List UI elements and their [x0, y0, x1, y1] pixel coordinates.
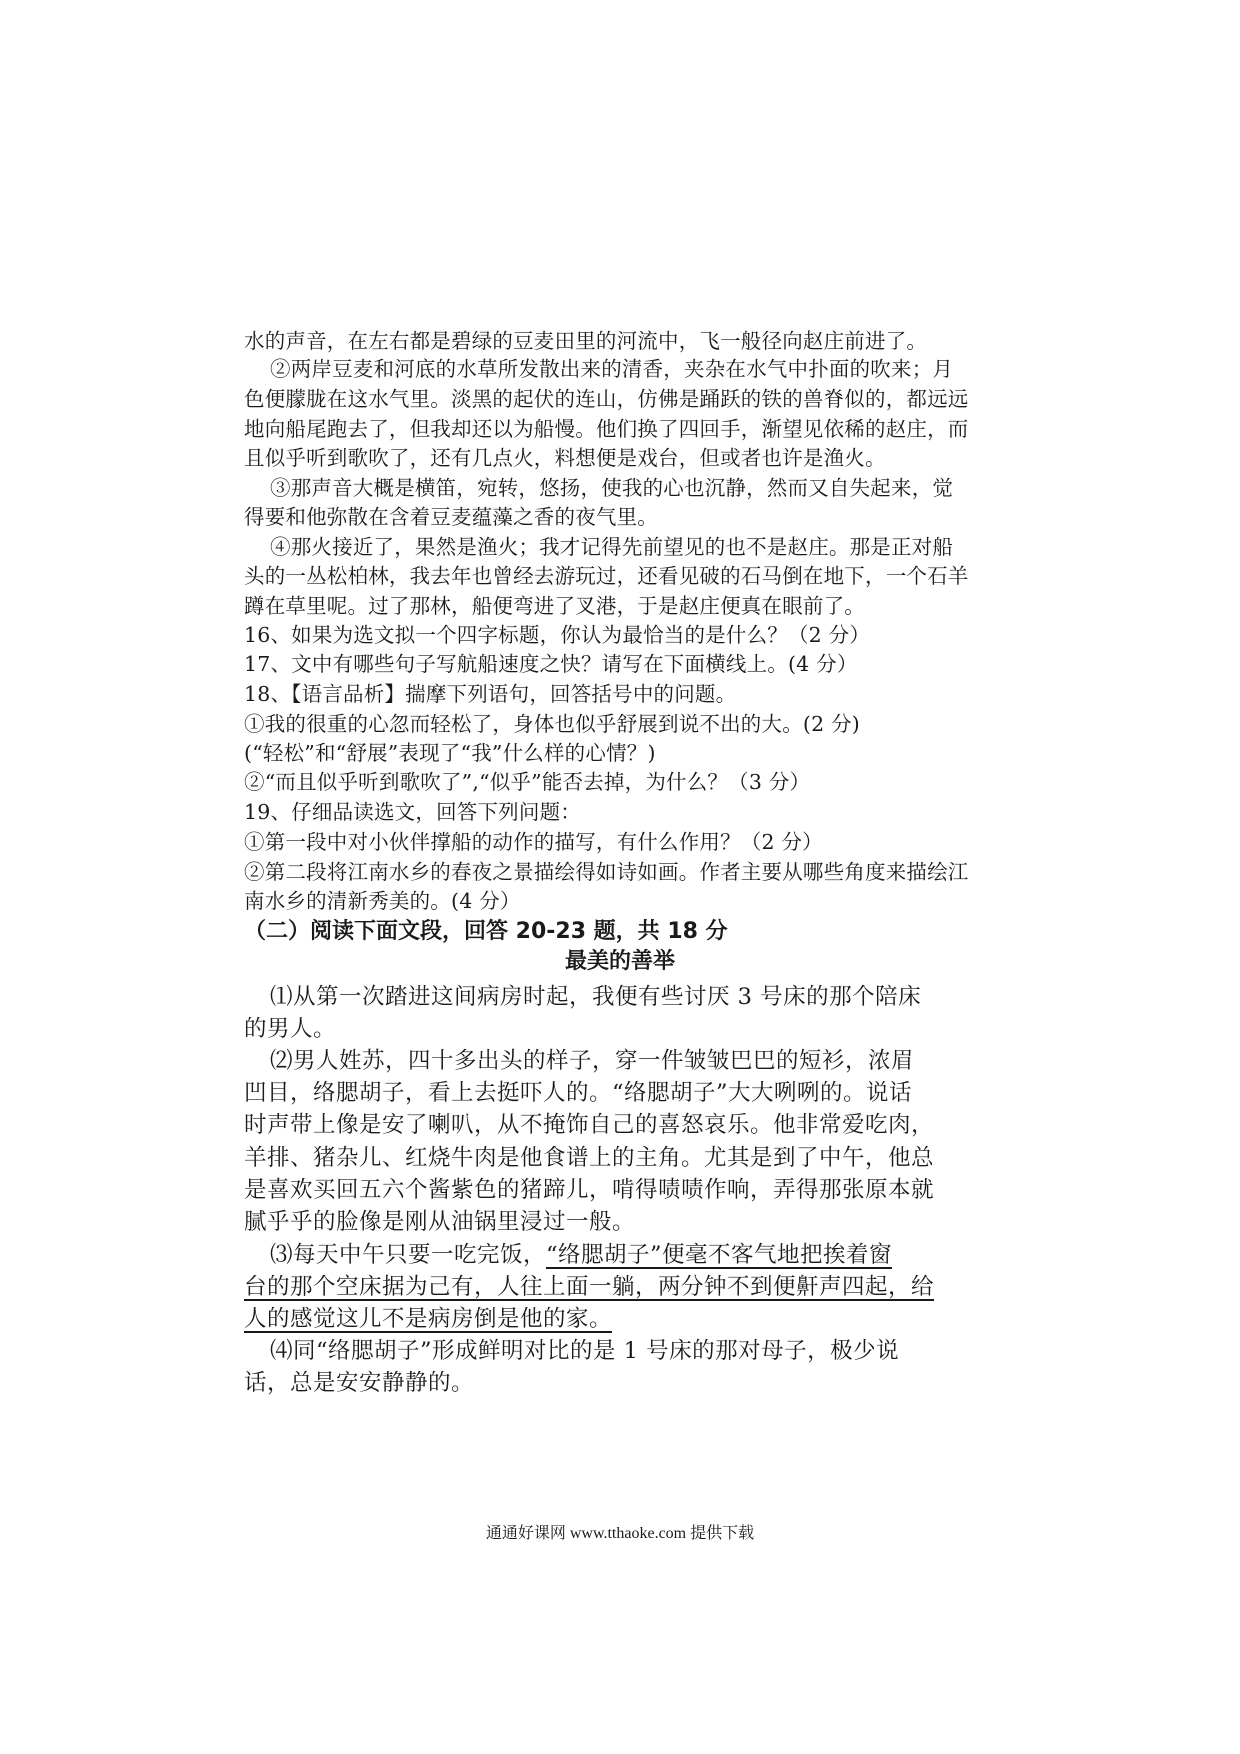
- article-line: ⑵男人姓苏，四十多出头的样子，穿一件皱皱巴巴的短衫，浓眉: [270, 1048, 915, 1074]
- question-line: 19、仔细品读选文，回答下列问题：: [244, 800, 581, 824]
- passage-1-line: 得要和他弥散在含着豆麦蕴藻之香的夜气里。: [244, 505, 658, 529]
- question-line: 17、文中有哪些句子写航船速度之快？请写在下面横线上。(4 分）: [244, 652, 858, 676]
- passage-1-line: ④那火接近了，果然是渔火；我才记得先前望见的也不是赵庄。那是正对船: [270, 535, 954, 559]
- article-line: 凹目，络腮胡子，看上去挺吓人的。“络腮胡子”大大咧咧的。说话: [244, 1080, 913, 1106]
- passage-1-line: ②两岸豆麦和河底的水草所发散出来的清香，夹杂在水气中扑面的吹来；月: [270, 357, 954, 381]
- article-line: 是喜欢买回五六个酱紫色的猪蹄儿，啃得啧啧作响，弄得那张原本就: [244, 1177, 935, 1203]
- question-line: ①第一段中对小伙伴撑船的动作的描写，有什么作用？（2 分）: [244, 830, 823, 854]
- question-line: ②第二段将江南水乡的春夜之景描绘得如诗如画。作者主要从哪些角度来描绘江: [244, 860, 969, 884]
- article-line: 话，总是安安静静的。: [244, 1370, 475, 1396]
- article-line: ⑴从第一次踏进这间病房时起，我便有些讨厌 3 号床的那个陪床: [270, 984, 922, 1010]
- footer-credit: 通通好课网 www.tthaoke.com 提供下载: [485, 1525, 755, 1542]
- article-para-3-line: [270, 1241, 892, 1269]
- underlined-sentence: “络腮胡子”便毫不客气地把挨着窗: [546, 1242, 893, 1268]
- passage-1-line: 头的一丛松柏林，我去年也曾经去游玩过，还看见破的石马倒在地下，一个石羊: [244, 564, 969, 588]
- question-line: (“轻松”和“舒展”表现了“我”什么样的心情？): [244, 741, 656, 765]
- passage-1-line: 水的声音，在左右都是碧绿的豆麦田里的河流中，飞一般径向赵庄前进了。: [244, 329, 928, 353]
- article-line: 时声带上像是安了喇叭，从不掩饰自己的喜怒哀乐。他非常爱吃肉，: [244, 1112, 935, 1138]
- underlined-sentence: 人的感觉这儿不是病房倒是他的家。: [244, 1306, 613, 1332]
- passage-1-line: 地向船尾跑去了，但我却还以为船慢。他们换了四回手，渐望见依稀的赵庄，而: [244, 417, 969, 441]
- article-para-3-line: [244, 1273, 934, 1301]
- article-line: 羊排、猪杂儿、红烧牛肉是他食谱上的主角。尤其是到了中午，他总: [244, 1145, 935, 1171]
- question-line: 18、【语言品析】揣摩下列语句，回答括号中的问题。: [244, 682, 737, 706]
- passage-1-line: 蹲在草里呢。过了那林，船便弯进了叉港，于是赵庄便真在眼前了。: [244, 594, 865, 618]
- question-line: ②“而且似乎听到歌吹了”,“似乎”能否去掉，为什么？（3 分）: [244, 770, 811, 794]
- article-line: ⑷同“络腮胡子”形成鲜明对比的是 1 号床的那对母子，极少说: [270, 1338, 900, 1364]
- passage-1-line: 色便朦胧在这水气里。淡黑的起伏的连山，仿佛是踊跃的铁的兽脊似的，都远远: [244, 387, 969, 411]
- para-3-prefix: ⑶每天中午只要一吃完饭，: [270, 1242, 547, 1268]
- passage-1-line: ③那声音大概是横笛，宛转，悠扬，使我的心也沉静，然而又自失起来，觉: [270, 476, 954, 500]
- question-line: 16、如果为选文拟一个四字标题，你认为最恰当的是什么？（2 分）: [244, 623, 871, 647]
- question-line: 南水乡的清新秀美的。(4 分）: [244, 889, 521, 913]
- question-line: ①我的很重的心忽而轻松了，身体也似乎舒展到说不出的大。(2 分): [244, 712, 860, 736]
- article-line: 腻乎乎的脸像是刚从油锅里浸过一般。: [244, 1209, 636, 1235]
- article-para-3-line: [244, 1305, 612, 1333]
- article-line: 的男人。: [244, 1016, 337, 1042]
- section-2-header: （二）阅读下面文段，回答 20-23 题，共 18 分: [244, 919, 728, 944]
- underlined-sentence: 台的那个空床据为己有，人往上面一躺，两分钟不到便鼾声四起，给: [244, 1274, 935, 1300]
- passage-1-line: 且似乎听到歌吹了，还有几点火，料想便是戏台，但或者也许是渔火。: [244, 446, 886, 470]
- article-title: 最美的善举: [564, 949, 675, 974]
